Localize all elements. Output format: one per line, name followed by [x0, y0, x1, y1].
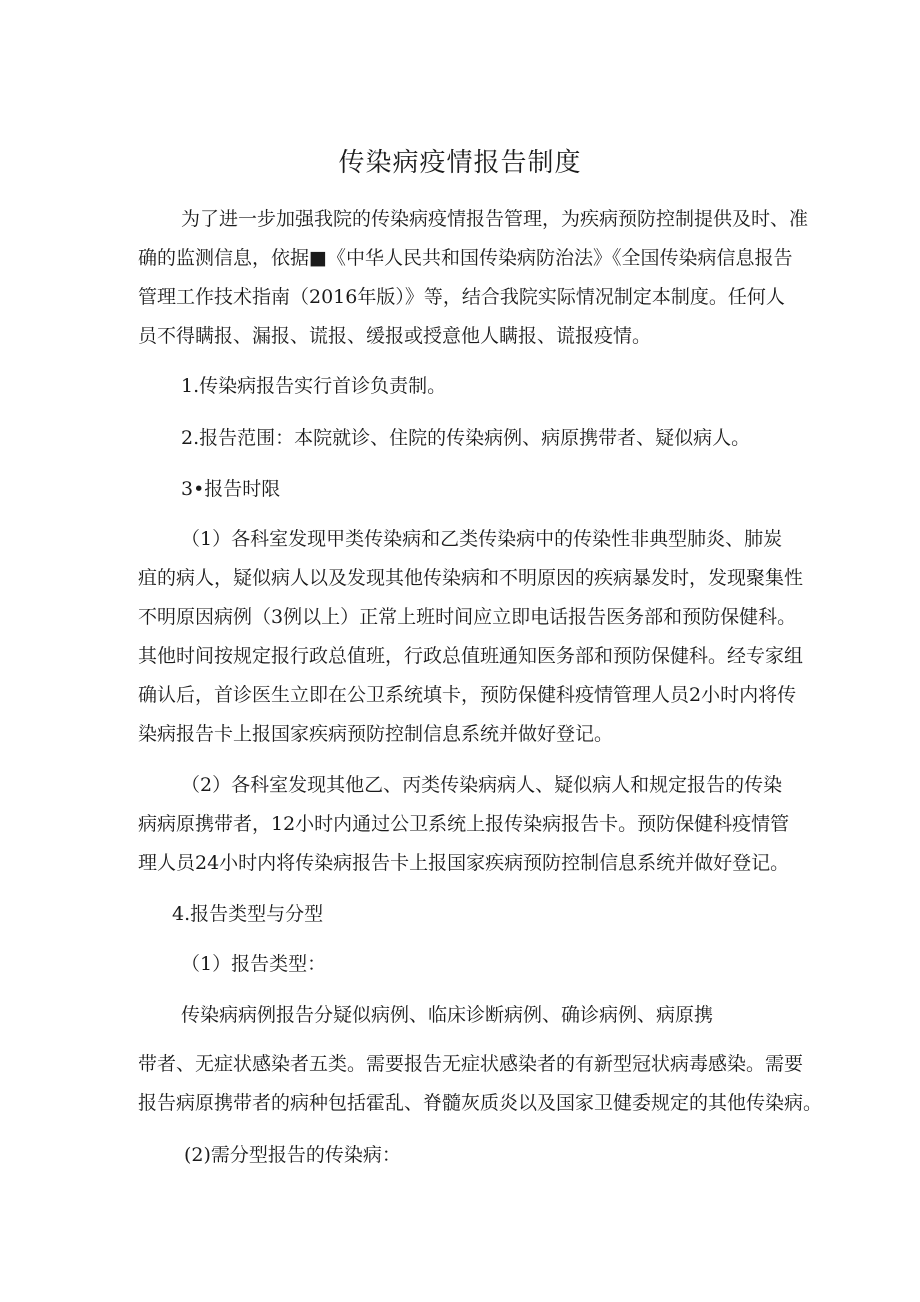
item-3-1-line: 疽的病人，疑似病人以及发现其他传染病和不明原因的疾病暴发时，发现聚集性 — [138, 567, 804, 589]
item-2: 2.报告范围：本院就诊、住院的传染病例、病原携带者、疑似病人。 — [181, 427, 751, 449]
item-3-2-line: 病病原携带者，12小时内通过公卫系统上报传染病报告卡。预防保健科疫情管 — [138, 813, 790, 835]
item-3-1-line: 染病报告卡上报国家疾病预防控制信息系统并做好登记。 — [138, 723, 614, 745]
page-title: 传染病疫情报告制度 — [338, 148, 582, 178]
item-3-1-line: 确认后，首诊医生立即在公卫系统填卡，预防保健科疫情管理人员2小时内将传 — [138, 684, 797, 706]
item-4-2-heading: (2)需分型报告的传染病： — [184, 1144, 401, 1166]
item-4-1-line: 传染病病例报告分疑似病例、临床诊断病例、确诊病例、病原携 — [181, 1004, 714, 1026]
item-1: 1.传染病报告实行首诊负责制。 — [181, 375, 447, 397]
item-3-1-line: 其他时间按规定报行政总值班，行政总值班通知医务部和预防保健科。经专家组 — [138, 645, 804, 667]
item-3-2-line: 理人员24小时内将传染病报告卡上报国家疾病预防控制信息系统并做好登记。 — [138, 852, 790, 874]
item-4-1-line: 带者、无症状感染者五类。需要报告无症状感染者的有新型冠状病毒感染。需要 — [138, 1053, 804, 1075]
intro-line: 确的监测信息，依据■《中华人民共和国传染病防治法》《全国传染病信息报告 — [138, 247, 793, 269]
item-3-2-line: （2）各科室发现其他乙、丙类传染病病人、疑似病人和规定报告的传染 — [181, 774, 783, 796]
item-3-1-line: 不明原因病例（3例以上）正常上班时间应立即电话报告医务部和预防保健科。 — [138, 606, 797, 628]
item-4-1-line: 报告病原携带者的病种包括霍乱、脊髓灰质炎以及国家卫健委规定的其他传染病。 — [138, 1092, 823, 1114]
intro-line: 管理工作技术指南（2016年版）》等，结合我院实际情况制定本制度。任何人 — [138, 286, 785, 308]
item-4-heading: 4.报告类型与分型 — [172, 903, 324, 925]
intro-line: 员不得瞒报、漏报、谎报、缓报或授意他人瞒报、谎报疫情。 — [138, 325, 652, 347]
item-3-1-line: （1）各科室发现甲类传染病和乙类传染病中的传染性非典型肺炎、肺炭 — [181, 528, 783, 550]
intro-line: 为了进一步加强我院的传染病疫情报告管理，为疾病预防控制提供及时、准 — [181, 208, 809, 230]
item-3-heading: 3•报告时限 — [181, 478, 281, 500]
item-4-1-heading: （1）报告类型： — [181, 953, 327, 975]
